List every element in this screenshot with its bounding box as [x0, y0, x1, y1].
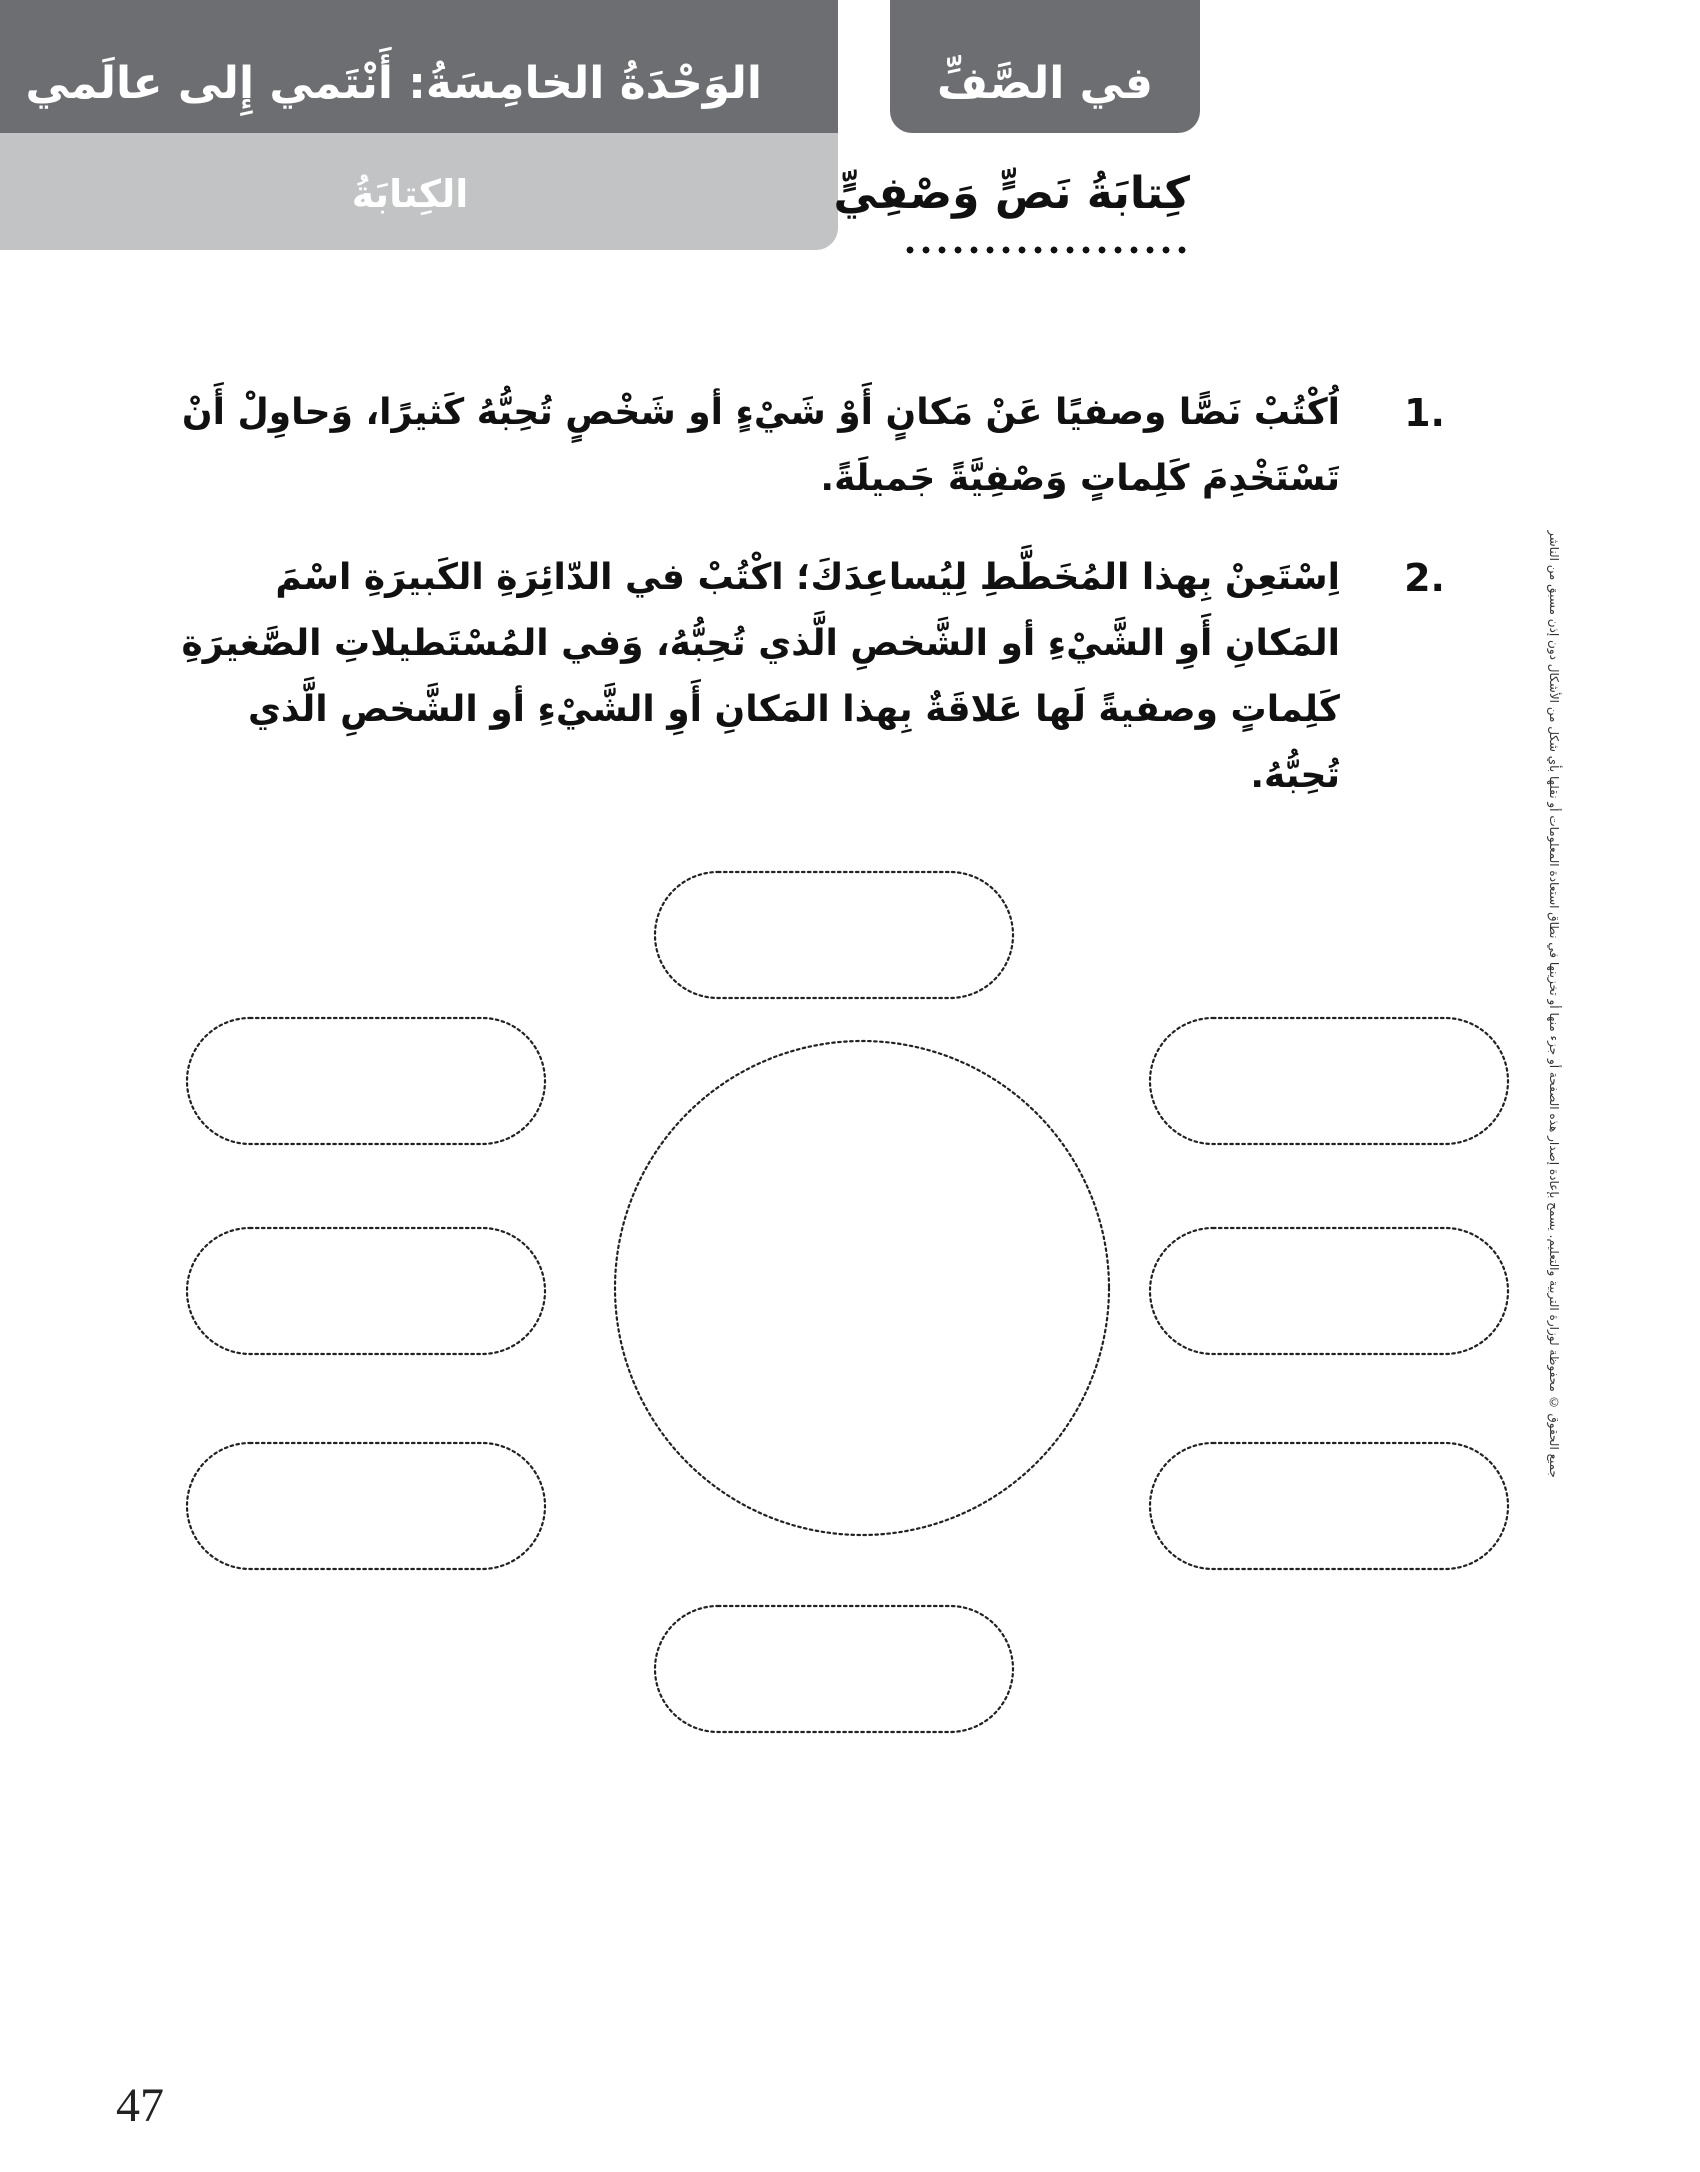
instruction-number: 1. [1404, 391, 1445, 435]
center-circle[interactable] [615, 1041, 1109, 1535]
word-box-left-1[interactable] [187, 1018, 545, 1144]
instruction-text: اُكْتُبْ نَصًّا وصفيًا عَنْ مَكانٍ أَوْ شَيْءٍ أو شَخْصٍ تُحِبُّهُ كَثيرًا، وَحاوِلْ أَنْ تَسْتَخْدِمَ كَلِماتٍ وَصْفِيَّةً جَميلَةً. [181, 392, 1340, 499]
word-box-left-3[interactable] [187, 1443, 545, 1569]
word-box-left-2[interactable] [187, 1228, 545, 1354]
instruction-number: 2. [1404, 556, 1445, 600]
word-box-right-2[interactable] [1150, 1228, 1508, 1354]
word-box-right-1[interactable] [1150, 1018, 1508, 1144]
copyright-note: جميع الحقوق © محفوظة لوزارة التربية والتعليم. يسمح بإعادة إصدار هذه الصفحة أو جزء منها أو تخزينها في نطاق استعادة المعلومات أو نقلها بأي شكل من الأشكال دون إذن مسبق من الناشر [1547, 530, 1561, 1478]
unit-subtitle: الكِتابَةُ [351, 172, 469, 216]
unit-title: الوَحْدَةُ الخامِسَةُ: أَنْتَمي إِلى عالَمي [25, 58, 762, 109]
word-box-bottom[interactable] [655, 1606, 1013, 1732]
page-number: 47 [116, 2079, 164, 2132]
word-box-right-3[interactable] [1150, 1443, 1508, 1569]
instruction-text: اِسْتَعِنْ بِهذا المُخَطَّطِ لِيُساعِدَكَ؛ اكْتُبْ في الدّائِرَةِ الكَبيرَةِ اسْمَ المَكانِ أَوِ الشَّيْءِ أو الشَّخصِ الَّذي تُحِبُّهُ، وَفي المُسْتَطيلاتِ الصَّغيرَةِ كَلِماتٍ وصفيةً لَها عَلاقَةٌ بِهذا المَكانِ أَوِ الشَّيْءِ أو الشَّخصِ الَّذي تُحِبُّهُ. [181, 557, 1340, 796]
lesson-title: كِتابَةُ نَصٍّ وَصْفِيٍّ [833, 168, 1190, 219]
word-box-top[interactable] [655, 872, 1013, 998]
class-tab-label: في الصَّفِّ [936, 58, 1153, 109]
